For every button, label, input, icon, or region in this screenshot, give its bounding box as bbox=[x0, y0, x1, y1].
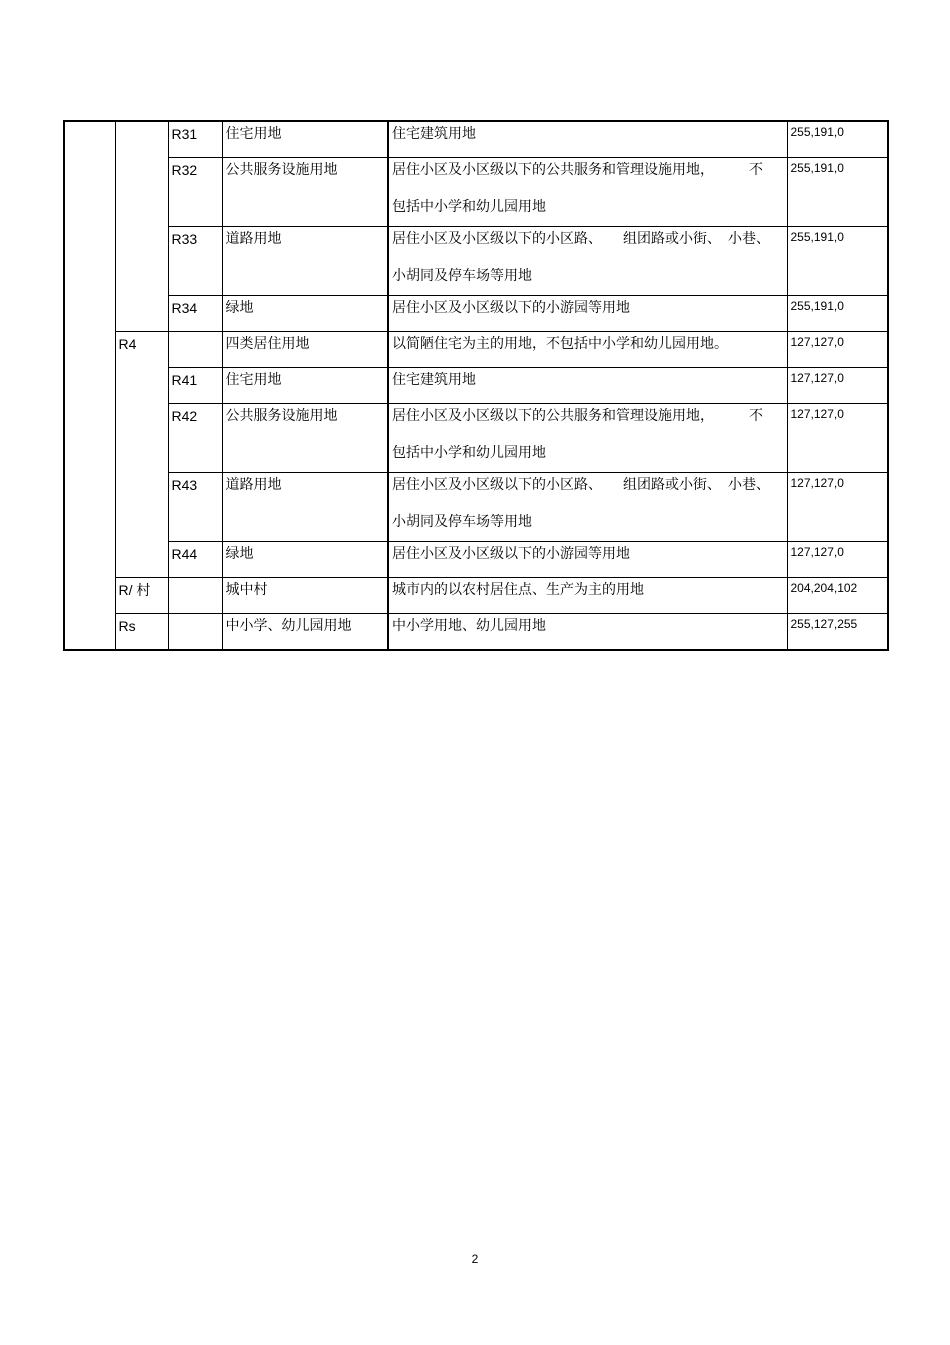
description-line: 小胡同及停车场等用地 bbox=[392, 268, 532, 284]
table-row bbox=[64, 227, 888, 296]
rgb-color-cell: 255,191,0 bbox=[787, 121, 888, 158]
level3-code-cell: R34 bbox=[168, 296, 222, 332]
category-name-cell: 公共服务设施用地 bbox=[222, 158, 388, 227]
table-row bbox=[64, 368, 888, 404]
rgb-color-cell: 127,127,0 bbox=[787, 473, 888, 542]
level3-code-cell: R43 bbox=[168, 473, 222, 542]
table-row bbox=[64, 614, 888, 651]
category-name-cell: 道路用地 bbox=[222, 473, 388, 542]
description-cell bbox=[388, 121, 787, 158]
rgb-color-cell: 255,191,0 bbox=[787, 296, 888, 332]
description-cell bbox=[388, 542, 787, 578]
description-cell bbox=[388, 332, 787, 368]
description-line: 住宅建筑用地 bbox=[392, 126, 476, 142]
category-name-cell: 四类居住用地 bbox=[222, 332, 388, 368]
table-row bbox=[64, 121, 888, 158]
level3-code-cell bbox=[168, 332, 222, 368]
rgb-color-cell: 127,127,0 bbox=[787, 332, 888, 368]
rgb-color-cell: 255,191,0 bbox=[787, 158, 888, 227]
rgb-color-cell: 255,127,255 bbox=[787, 614, 888, 651]
description-line: 中小学用地、幼儿园用地 bbox=[392, 618, 546, 634]
table-row bbox=[64, 578, 888, 614]
description-line: 包括中小学和幼儿园用地 bbox=[392, 199, 546, 215]
level3-code-cell: R32 bbox=[168, 158, 222, 227]
level3-code-cell bbox=[168, 578, 222, 614]
level3-code-cell bbox=[168, 614, 222, 651]
category-name-cell: 住宅用地 bbox=[222, 368, 388, 404]
table-row bbox=[64, 332, 888, 368]
category-name-cell: 城中村 bbox=[222, 578, 388, 614]
category-name-cell: 中小学、幼儿园用地 bbox=[222, 614, 388, 651]
description-line: 包括中小学和幼儿园用地 bbox=[392, 445, 546, 461]
description-cell bbox=[388, 614, 787, 651]
category-name-cell: 道路用地 bbox=[222, 227, 388, 296]
table-row bbox=[64, 158, 888, 227]
description-line: 小胡同及停车场等用地 bbox=[392, 514, 532, 530]
level3-code-cell: R44 bbox=[168, 542, 222, 578]
description-line: 居住小区及小区级以下的小游园等用地 bbox=[392, 300, 630, 316]
description-cell bbox=[388, 578, 787, 614]
rgb-color-cell: 127,127,0 bbox=[787, 368, 888, 404]
level2-code-cell: Rs bbox=[115, 614, 168, 651]
level3-code-cell: R31 bbox=[168, 121, 222, 158]
table-row bbox=[64, 296, 888, 332]
table-row bbox=[64, 473, 888, 542]
level3-code-cell: R42 bbox=[168, 404, 222, 473]
level1-code-cell bbox=[64, 121, 115, 650]
description-cell bbox=[388, 296, 787, 332]
description-line: 居住小区及小区级以下的小游园等用地 bbox=[392, 546, 630, 562]
table-row bbox=[64, 404, 888, 473]
description-cell bbox=[388, 227, 787, 296]
description-cell bbox=[388, 473, 787, 542]
rgb-color-cell: 204,204,102 bbox=[787, 578, 888, 614]
description-line: 住宅建筑用地 bbox=[392, 372, 476, 388]
description-line: 城市内的以农村居住点、生产为主的用地 bbox=[392, 582, 644, 598]
description-cell bbox=[388, 158, 787, 227]
level3-code-cell: R41 bbox=[168, 368, 222, 404]
rgb-color-cell: 255,191,0 bbox=[787, 227, 888, 296]
land-use-table bbox=[63, 120, 889, 651]
description-line: 居住小区及小区级以下的小区路、 组团路或小街、 小巷、 bbox=[392, 231, 770, 247]
description-line: 居住小区及小区级以下的公共服务和管理设施用地， 不 bbox=[392, 408, 763, 424]
category-name-cell: 绿地 bbox=[222, 296, 388, 332]
description-line: 居住小区及小区级以下的公共服务和管理设施用地， 不 bbox=[392, 162, 763, 178]
level3-code-cell: R33 bbox=[168, 227, 222, 296]
category-name-cell: 住宅用地 bbox=[222, 121, 388, 158]
description-cell bbox=[388, 368, 787, 404]
level2-code-cell: R/ 村 bbox=[115, 578, 168, 614]
rgb-color-cell: 127,127,0 bbox=[787, 542, 888, 578]
description-line: 居住小区及小区级以下的小区路、 组团路或小街、 小巷、 bbox=[392, 477, 770, 493]
category-name-cell: 公共服务设施用地 bbox=[222, 404, 388, 473]
category-name-cell: 绿地 bbox=[222, 542, 388, 578]
level2-code-cell: R4 bbox=[115, 332, 168, 578]
table-row bbox=[64, 542, 888, 578]
description-cell bbox=[388, 404, 787, 473]
rgb-color-cell: 127,127,0 bbox=[787, 404, 888, 473]
description-line: 以简陋住宅为主的用地，不包括中小学和幼儿园用地。 bbox=[392, 336, 728, 352]
land-use-table-body bbox=[64, 121, 888, 650]
page-number: 2 bbox=[471, 1252, 479, 1266]
level2-code-cell bbox=[115, 121, 168, 332]
